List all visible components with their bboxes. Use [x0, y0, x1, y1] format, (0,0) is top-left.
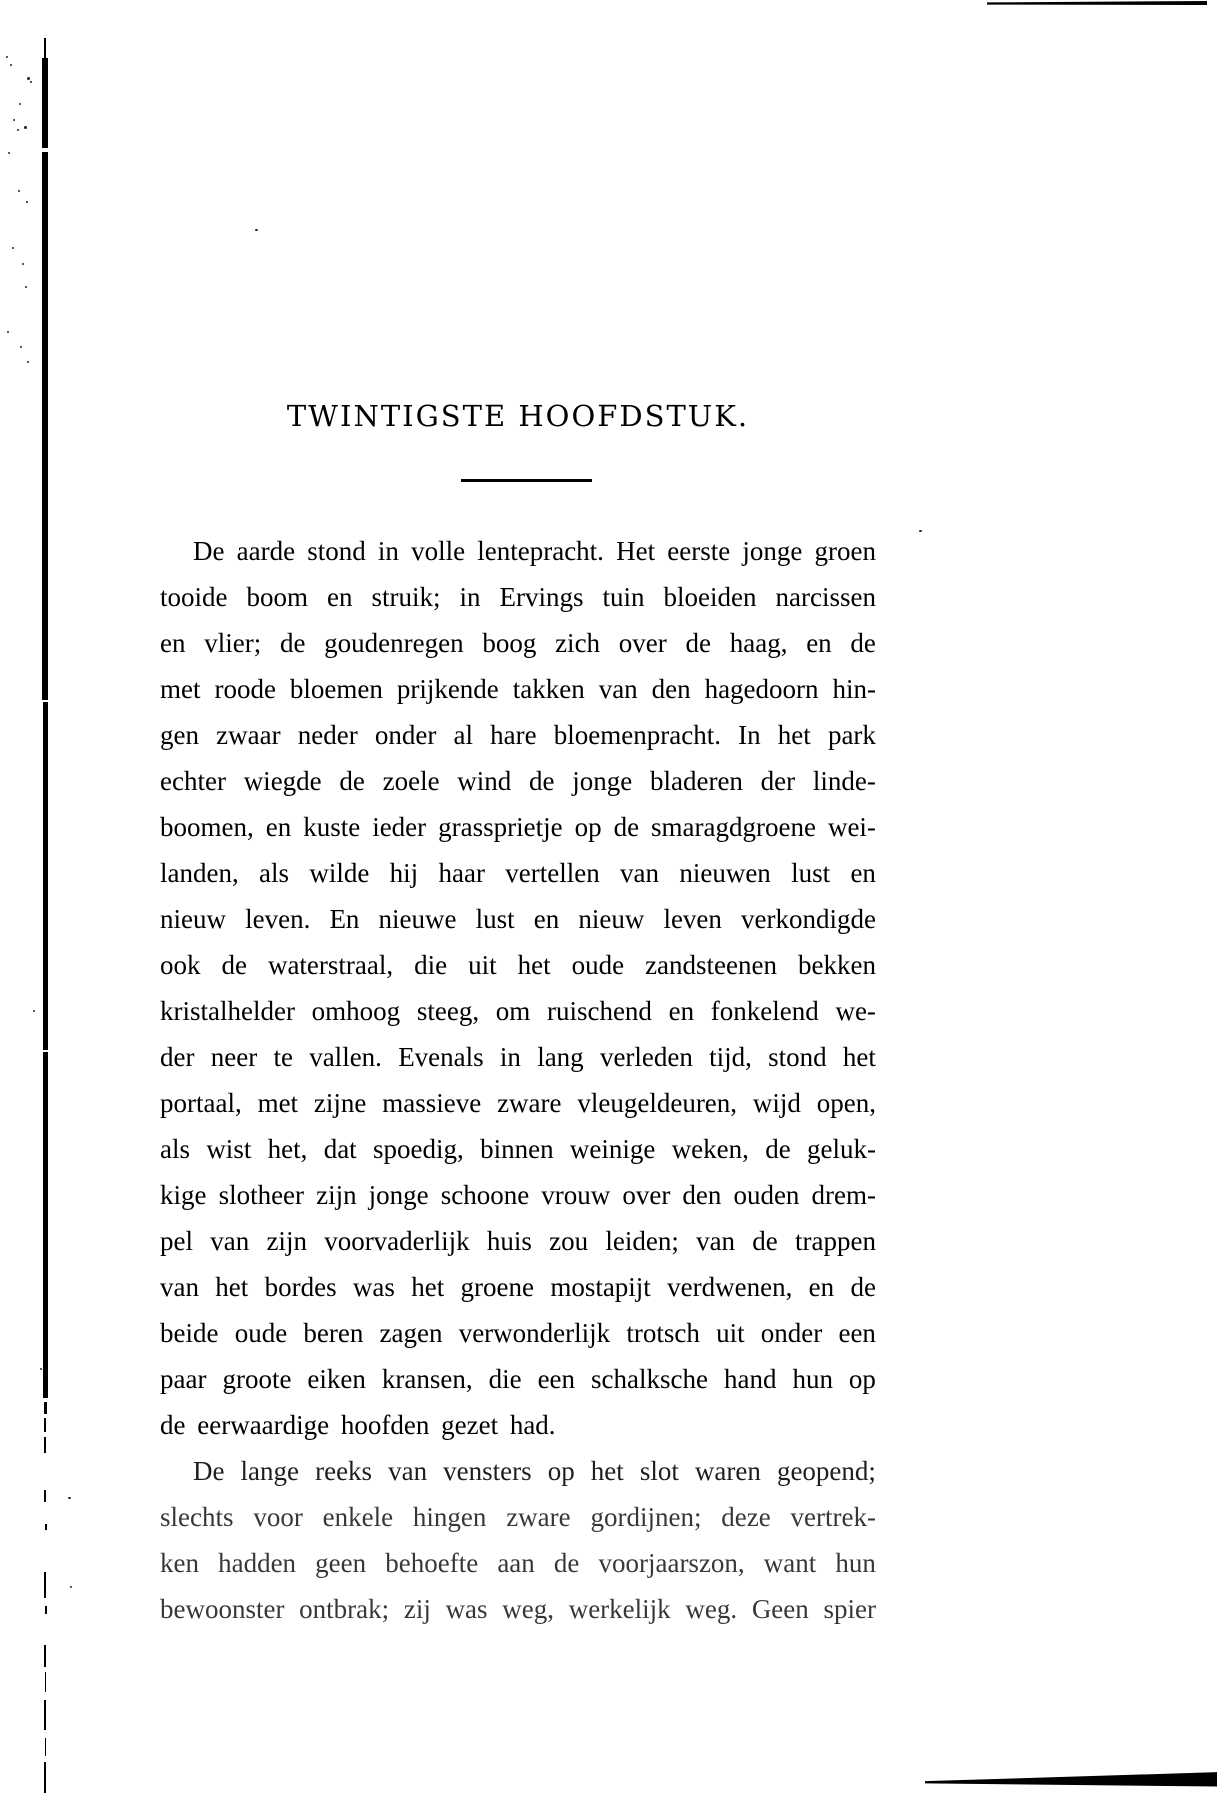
text-line: tooide boom en struik; in Ervings tuin bloeiden narcissen: [160, 582, 876, 612]
text-line: nieuw leven. En nieuwe lust en nieuw leven verkondigde: [160, 904, 876, 934]
spine-segment: [45, 1606, 47, 1614]
text-line: met roode bloemen prijkende takken van den hagedoorn hin-: [160, 674, 876, 704]
text-line: ken hadden geen behoefte aan de voorjaarszon, want hun: [160, 1548, 876, 1578]
spine-segment: [44, 1437, 46, 1453]
text-line: kristalhelder omhoog steeg, om ruischend en fonkelend we-: [160, 996, 876, 1026]
spine-segment: [43, 1052, 48, 1398]
text-line: kige slotheer zijn jonge schoone vrouw over den ouden drem-: [160, 1180, 876, 1210]
body-text: [160, 528, 876, 1632]
text-line: pel van zijn voorvaderlijk huis zou leiden; van de trappen: [160, 1226, 876, 1256]
text-line: beide oude beren zagen verwonderlijk trotsch uit onder een: [160, 1318, 876, 1348]
text-line: paar groote eiken kransen, die een schalksche hand hun op: [160, 1364, 876, 1394]
text-line: portaal, met zijne massieve zware vleugeldeuren, wijd open,: [160, 1088, 876, 1118]
text-line: der neer te vallen. Evenals in lang verleden tijd, stond het: [160, 1042, 876, 1072]
spine-segment: [42, 152, 48, 700]
text-line: van het bordes was het groene mostapijt verdwenen, en de: [160, 1272, 876, 1302]
chapter-title: TWINTIGSTE HOOFDSTUK.: [286, 399, 750, 433]
spine-segment: [44, 1700, 46, 1730]
spine-segment: [44, 1490, 46, 1502]
text-line: boomen, en kuste ieder grassprietje op de smaragdgroene wei-: [160, 812, 876, 842]
spine-segment: [44, 1645, 46, 1667]
text-line: gen zwaar neder onder al hare bloemenpracht. In het park: [160, 720, 876, 750]
spine-segment: [44, 1418, 46, 1432]
title-divider: [461, 479, 592, 482]
text-line: als wist het, dat spoedig, binnen weinige weken, de geluk-: [160, 1134, 876, 1164]
spine-segment: [45, 1672, 46, 1692]
text-line: slechts voor enkele hingen zware gordijnen; deze vertrek-: [160, 1502, 876, 1532]
text-line: de eerwaardige hoofden gezet had.: [160, 1410, 556, 1440]
text-line: en vlier; de goudenregen boog zich over de haag, en de: [160, 628, 876, 658]
spine-segment: [45, 1738, 46, 1756]
spine-segment: [45, 1524, 47, 1530]
spine-segment: [44, 38, 46, 58]
text-line: landen, als wilde hij haar vertellen van nieuwen lust en: [160, 858, 876, 888]
spine-segment: [43, 702, 48, 1050]
spine-segment: [44, 1762, 46, 1793]
scan-edge-top-right: [987, 1, 1207, 5]
text-line: De aarde stond in volle lentepracht. Het eerste jonge groen: [193, 536, 876, 566]
text-line: ook de waterstraal, die uit het oude zandsteenen bekken: [160, 950, 876, 980]
text-line: De lange reeks van vensters op het slot waren geopend;: [193, 1456, 876, 1486]
text-line: bewoonster ontbrak; zij was weg, werkelijk weg. Geen spier: [160, 1594, 876, 1624]
scan-edge-bottom-right: [925, 1770, 1217, 1788]
text-line: echter wiegde de zoele wind de jonge bladeren der linde-: [160, 766, 876, 796]
spine-segment: [42, 58, 48, 148]
spine-segment: [44, 1572, 46, 1598]
spine-segment: [44, 1402, 47, 1414]
